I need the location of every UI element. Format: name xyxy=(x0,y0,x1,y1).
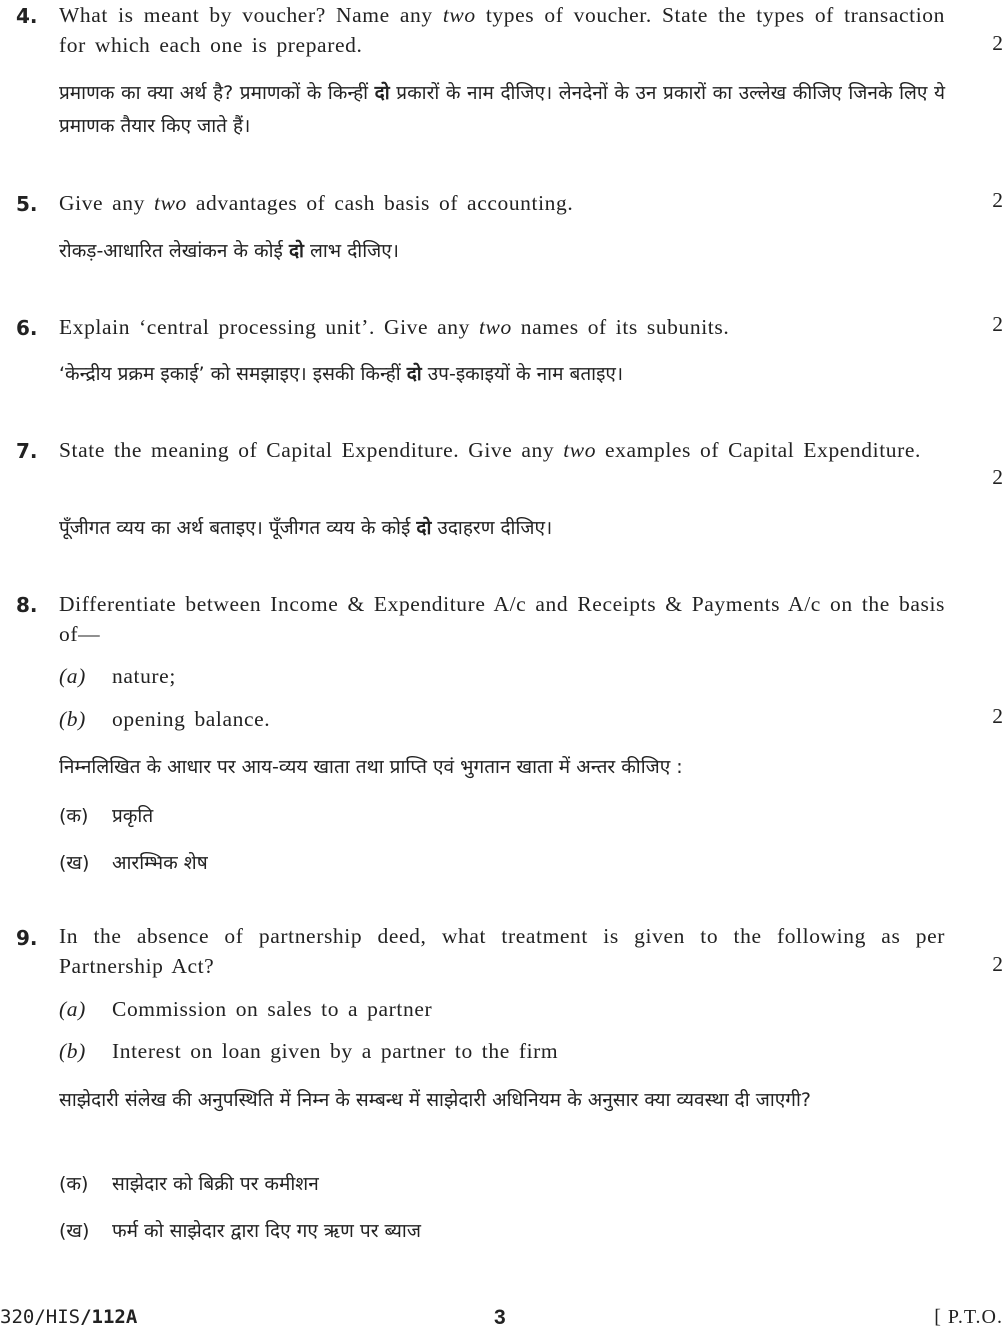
question-9-sub-b: Interest on loan given by a partner to the firm xyxy=(112,1039,559,1063)
question-8-marks: 2 xyxy=(992,704,1003,728)
question-9-hindi-sub-a: साझेदार को बिक्री पर कमीशन xyxy=(112,1173,319,1195)
question-8-hindi: निम्नलिखित के आधार पर आय-व्यय खाता तथा प्राप्ति एवं भुगतान खाता में अन्तर कीजिए : xyxy=(59,756,683,778)
question-6-hindi: ‘केन्द्रीय प्रक्रम इकाई’ को समझाइए। इसकी किन्हीं दो उप-इकाइयों के नाम बताइए। xyxy=(59,363,624,385)
question-7-marks: 2 xyxy=(992,465,1003,489)
question-9-marks: 2 xyxy=(992,952,1003,976)
question-4-marks: 2 xyxy=(992,31,1003,55)
question-7-hindi: पूँजीगत व्यय का अर्थ बताइए। पूँजीगत व्यय के कोई दो उदाहरण दीजिए। xyxy=(59,517,553,539)
question-4-number: 4. xyxy=(16,4,38,28)
question-8-sub-b: opening balance. xyxy=(112,707,271,731)
question-9-number: 9. xyxy=(16,926,38,950)
question-7-number: 7. xyxy=(16,439,38,463)
pto-label: [ P.T.O. xyxy=(934,1306,1003,1328)
question-4-hindi: प्रमाणक का क्या अर्थ है? प्रमाणकों के किन्हीं दो प्रकारों के नाम दीजिए। लेनदेनों के उन प्रकारों का उल्लेख कीजिए जिनके लिए ये प्रमाणक तैयार किए जाते हैं। xyxy=(59,82,945,137)
page-number: 3 xyxy=(494,1306,506,1329)
question-5-hindi: रोकड़-आधारित लेखांकन के कोई दो लाभ दीजिए। xyxy=(59,240,399,262)
question-9-hindi-sub-a-label: (क) xyxy=(59,1173,89,1195)
paper-code: 320/HIS/112A xyxy=(0,1306,138,1328)
question-6-number: 6. xyxy=(16,316,38,340)
question-7-english: State the meaning of Capital Expenditure. Give any two examples of Capital Expenditure. xyxy=(59,438,922,462)
question-9-sub-a-label: (a) xyxy=(59,997,86,1021)
question-8-sub-a: nature; xyxy=(112,664,176,688)
question-8-sub-a-label: (a) xyxy=(59,664,86,688)
question-6-marks: 2 xyxy=(992,312,1003,336)
question-8-hindi-sub-a-label: (क) xyxy=(59,805,89,827)
question-4-english: What is meant by voucher? Name any two types of voucher. State the types of transaction for which each one is prepared. xyxy=(59,3,945,57)
question-9-sub-b-label: (b) xyxy=(59,1039,86,1063)
question-6-english: Explain ‘central processing unit’. Give any two names of its subunits. xyxy=(59,315,730,339)
question-5-english: Give any two advantages of cash basis of accounting. xyxy=(59,191,574,215)
question-9-hindi-sub-b: फर्म को साझेदार द्वारा दिए गए ऋण पर ब्याज xyxy=(112,1220,421,1242)
question-8-number: 8. xyxy=(16,593,38,617)
question-8-hindi-sub-b: आरम्भिक शेष xyxy=(112,852,208,874)
question-9-hindi: साझेदारी संलेख की अनुपस्थिति में निम्न के सम्बन्ध में साझेदारी अधिनियम के अनुसार क्या व्यवस्था दी जाएगी? xyxy=(59,1089,811,1111)
question-9-hindi-sub-b-label: (ख) xyxy=(59,1220,90,1242)
question-8-hindi-sub-b-label: (ख) xyxy=(59,852,90,874)
question-5-number: 5. xyxy=(16,192,38,216)
question-9-sub-a: Commission on sales to a partner xyxy=(112,997,433,1021)
question-5-marks: 2 xyxy=(992,188,1003,212)
question-8-sub-b-label: (b) xyxy=(59,707,86,731)
question-8-english: Differentiate between Income & Expenditure A/c and Receipts & Payments A/c on the basis of— xyxy=(59,592,945,646)
question-8-hindi-sub-a: प्रकृति xyxy=(112,805,154,827)
question-9-english: In the absence of partnership deed, what treatment is given to the following as per Partnership Act? xyxy=(59,924,945,978)
